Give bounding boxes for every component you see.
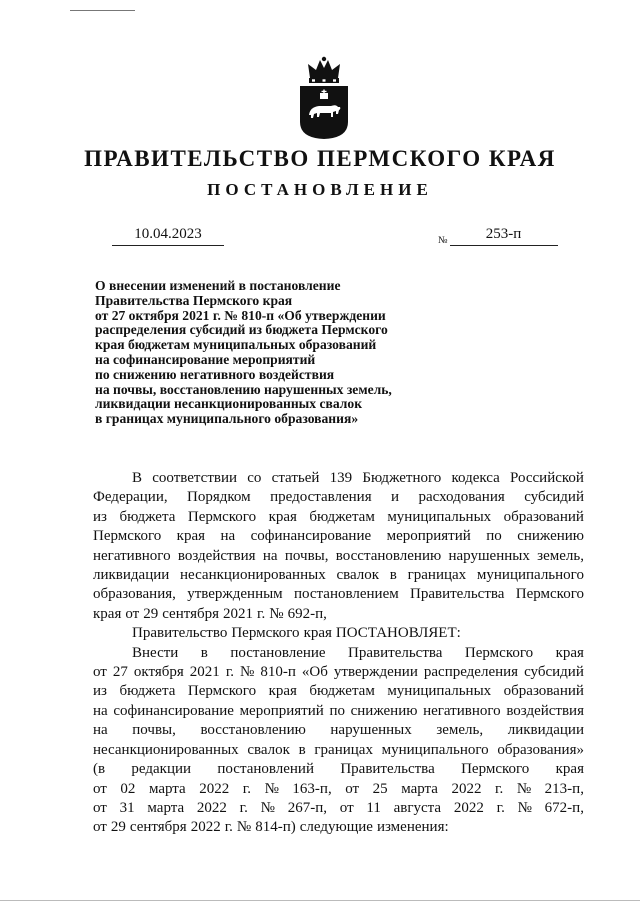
government-title: ПРАВИТЕЛЬСТВО ПЕРМСКОГО КРАЯ [84,146,556,171]
body-line: несанкционированных свалок в границах муниципального образования» [93,741,584,758]
document-date [112,226,224,246]
perm-krai-coat-of-arms-icon [298,56,350,140]
scan-artifact-line [0,900,640,901]
body-line: (в редакции постановлений Правительства Пермского края [93,761,584,778]
subject-line: О внесении изменений в постановление [95,278,341,293]
body-line: из бюджета Пермского края бюджетам муниципальных образований [93,683,584,700]
body-line: Пермского края на софинансирование мероприятий по снижению [93,528,584,545]
subject-line: ликвидации несанкционированных свалок [95,396,363,412]
document-body [93,469,584,838]
body-line: на почвы, восстановлению нарушенных земель, ликвидации [93,722,584,739]
body-line: Правительство Пермского края ПОСТАНОВЛЯЕТ: [132,625,461,642]
body-line: на софинансирование мероприятий по снижению негативного воздействия [93,702,584,719]
subject-line: на софинансирование мероприятий [95,351,316,367]
subject-line: в границах муниципального образования» [95,411,359,427]
body-line: В соответствии со статьей 139 Бюджетного кодекса Российской [132,470,584,486]
subject-line: от 27 октября 2021 г. № 810-п «Об утверждении [95,307,386,323]
document-type: ПОСТАНОВЛЕНИЕ [207,180,433,199]
subject-line: края бюджетам муниципальных образований [95,337,377,353]
number-sign: № [438,235,448,246]
body-line: от 02 марта 2022 г. № 163-п, от 25 марта 2022 г. № 213-п, [93,780,584,797]
document-number [438,226,558,246]
body-line: ликвидации несанкционированных свалок в границах муниципального [93,567,584,584]
number-value: 253-п [450,226,558,246]
body-line: Федерации, Порядком предоставления и расходования субсидий [93,489,584,506]
subject-line: Правительства Пермского края [95,292,293,308]
subject-line: распределения субсидий из бюджета Пермского [95,322,388,338]
body-line: края от 29 сентября 2021 г. № 692-п, [93,605,327,622]
body-line: из бюджета Пермского края бюджетам муниципальных образований [93,508,584,525]
body-line: негативного воздействия на почвы, восстановлению нарушенных земель, [93,547,584,564]
body-line: от 27 октября 2021 г. № 810-п «Об утверждении распределения субсидий [93,664,584,681]
body-line: от 31 марта 2022 г. № 267-п, от 11 августа 2022 г. № 672-п, [93,799,584,816]
scan-artifact-line [70,10,135,11]
subject-line: на почвы, восстановлению нарушенных земель, [95,381,392,397]
body-line: от 29 сентября 2022 г. № 814-п) следующие изменения: [93,819,449,836]
document-subject [95,279,415,427]
subject-line: по снижению негативного воздействия [95,366,335,382]
date-value: 10.04.2023 [112,226,224,246]
body-line: образования, утвержденным постановлением Правительства Пермского [93,586,584,603]
body-line: Внести в постановление Правительства Пермского края [132,644,584,661]
